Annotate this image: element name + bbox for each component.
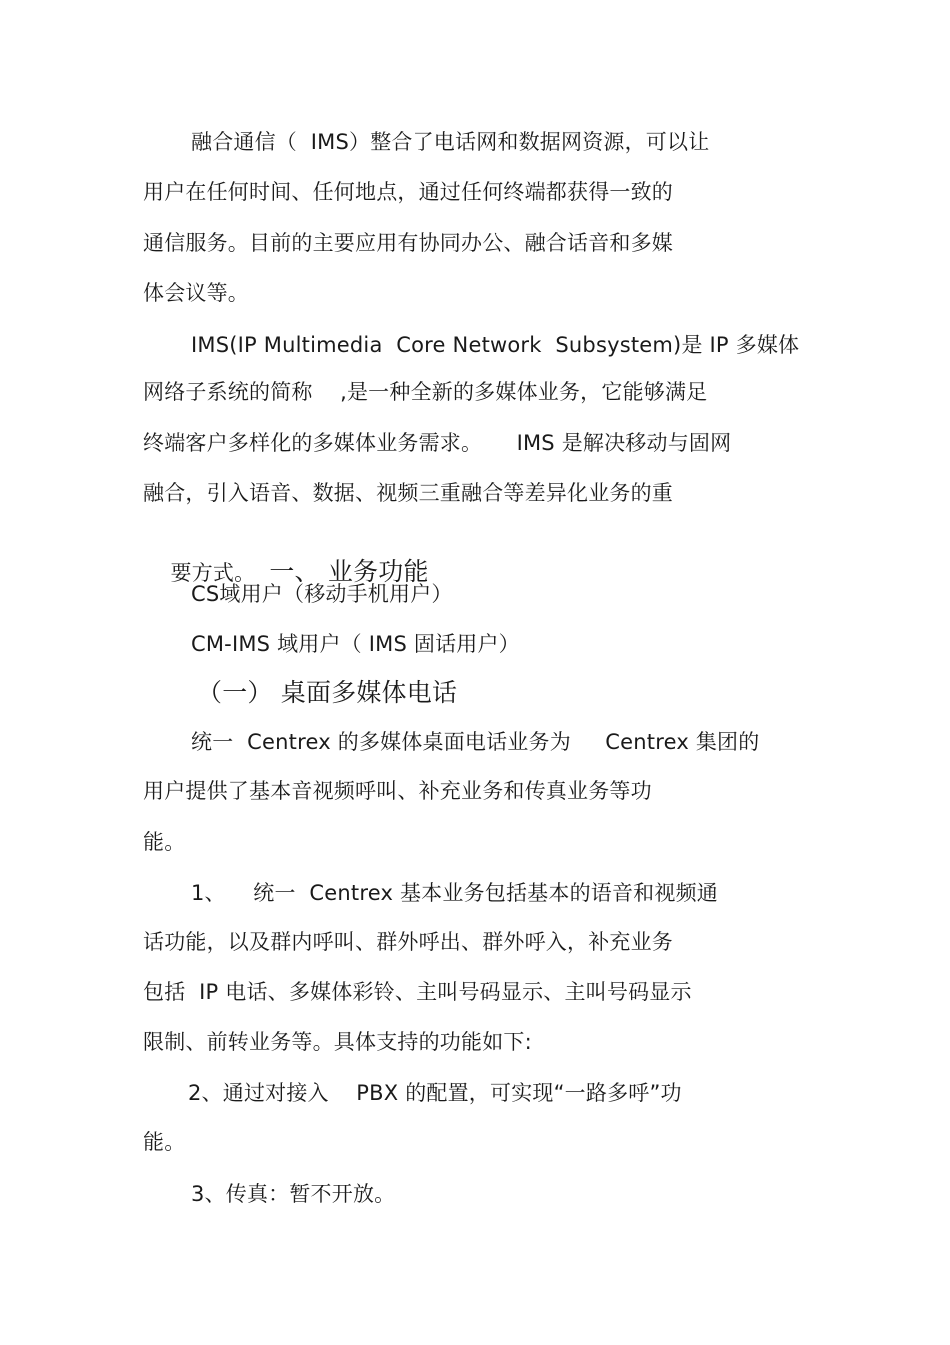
item-1-line-1: 1、 统一 Centrex 基本业务包括基本的语音和视频通 (191, 881, 718, 905)
item-1-line-3: 包括 IP 电话、多媒体彩铃、主叫号码显示、主叫号码显示 (143, 980, 692, 1004)
cm-ims-domain-user: CM-IMS 域用户（ IMS 固话用户） (191, 632, 520, 656)
paragraph-1-line-2: 用户在任何时间、任何地点，通过任何终端都获得一致的 (143, 180, 673, 204)
heading-business-functions: 一、 业务功能 (269, 557, 429, 586)
paragraph-3-line-2: 用户提供了基本音视频呼叫、补充业务和传真业务等功 (143, 779, 652, 803)
item-2-line-1: 2、通过对接入 PBX 的配置，可实现“一路多呼”功 (188, 1081, 682, 1105)
paragraph-2-line-2: 网络子系统的简称 ,是一种全新的多媒体业务，它能够满足 (143, 380, 708, 404)
item-2-line-2: 能。 (143, 1130, 186, 1154)
paragraph-2-line-4: 融合，引入语音、数据、视频三重融合等差异化业务的重 (143, 481, 673, 505)
paragraph-2-line-1: IMS(IP Multimedia Core Network Subsystem)是 IP 多媒体 (191, 333, 800, 357)
item-1-line-2: 话功能，以及群内呼叫、群外呼出、群外呼入，补充业务 (143, 930, 673, 954)
paragraph-3-line-1: 统一 Centrex 的多媒体桌面电话业务为 Centrex 集团的 (191, 730, 760, 754)
cs-domain-user: CS域用户（移动手机用户） (191, 582, 453, 606)
paragraph-1-line-1: 融合通信（ IMS）整合了电话网和数据网资源，可以让 (191, 130, 710, 154)
paragraph-1-line-3: 通信服务。目前的主要应用有协同办公、融合话音和多媒 (143, 231, 673, 255)
item-3-line-1: 3、传真：暂不开放。 (191, 1182, 396, 1206)
section-title-desktop-multimedia-phone: （一） 桌面多媒体电话 (197, 678, 458, 707)
item-1-line-4: 限制、前转业务等。具体支持的功能如下: (143, 1030, 532, 1054)
paragraph-2-line-3: 终端客户多样化的多媒体业务需求。 IMS 是解决移动与固网 (143, 431, 732, 455)
paragraph-3-line-3: 能。 (143, 830, 186, 854)
paragraph-2-line-5-text: 要方式。 (170, 561, 256, 585)
paragraph-1-line-4: 体会议等。 (143, 281, 249, 305)
